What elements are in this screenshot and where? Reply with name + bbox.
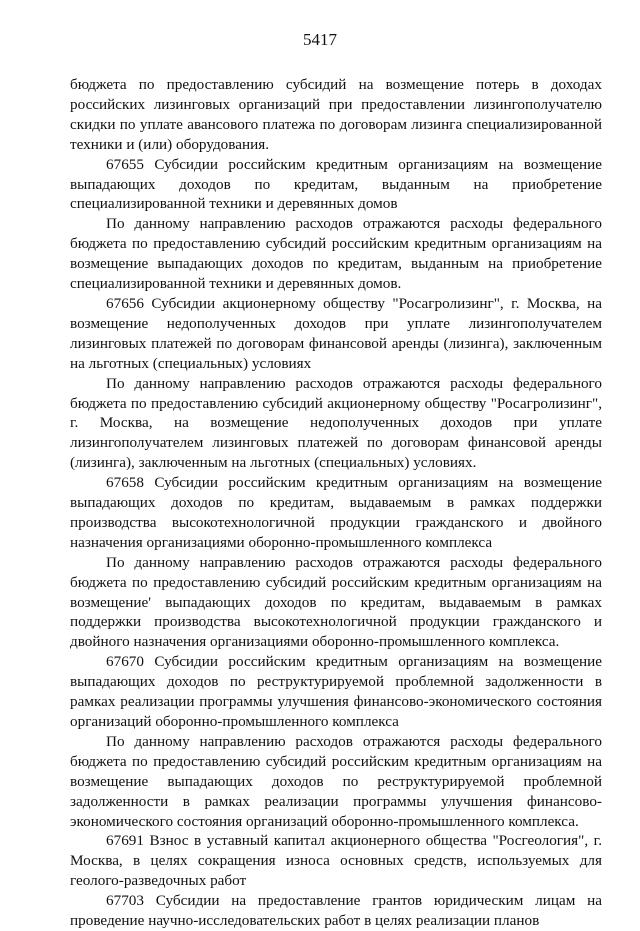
page-number: 5417 <box>303 30 337 49</box>
paragraph-67655-description: По данному направлению расходов отражаются расходы федерального бюджета по предоставлению субсидий российским кредитным организациям на возмещение выпадающих доходов по кредитам, выданным на приобретение специализированной техники и деревянных домов. <box>70 215 602 293</box>
paragraph-67703-heading: 67703 Субсидии на предоставление грантов юридическим лицам на проведение научно-исследовательских работ в целях реализации планов <box>70 892 602 930</box>
paragraph-67656-heading: 67656 Субсидии акционерному обществу "Росагролизинг", г. Москва, на возмещение недополученных доходов при уплате лизингополучателем лизинговых платежей по договорам финансовой аренды (лизинга), заключенным на льготных (специальных) условиях <box>70 294 602 372</box>
paragraph-67691-heading: 67691 Взнос в уставный капитал акционерного общества "Росгеология", г. Москва, в целях сокращения износа основных средств, используемых для геолого-разведочных работ <box>70 832 602 890</box>
paragraph-67670-description: По данному направлению расходов отражаются расходы федерального бюджета по предоставлению субсидий российским кредитным организациям на возмещение выпадающих доходов по реструктурируемой проблемной задолженности в рамках реализации программы улучшения финансово-экономического состояния организаций оборонно-промышленного комплекса. <box>70 732 602 830</box>
paragraph-67655-heading: 67655 Субсидии российским кредитным организациям на возмещение выпадающих доходов по кредитам, выданным на приобретение специализированной техники и деревянных домов <box>70 155 602 213</box>
paragraph-67658-heading: 67658 Субсидии российским кредитным организациям на возмещение выпадающих доходов по кредитам, выдаваемым в рамках поддержки производства высокотехнологичной продукции гражданского и двойного назначения организациями оборонно-промышленного комплекса <box>70 474 602 551</box>
paragraph-67670-heading: 67670 Субсидии российским кредитным организациям на возмещение выпадающих доходов по реструктурируемой проблемной задолженности в рамках реализации программы улучшения финансово-экономического состояния организаций оборонно-промышленного комплекса <box>70 653 602 730</box>
paragraph-continuation: бюджета по предоставлению субсидий на возмещение потерь в доходах российских лизинговых организаций при предоставлении лизингополучателю скидки по уплате авансового платежа по договорам лизинга специализированной техники и (или) оборудования. <box>70 76 602 153</box>
paragraph-67658-description: По данному направлению расходов отражаются расходы федерального бюджета по предоставлению субсидий российским кредитным организациям на возмещение' выпадающих доходов по кредитам, выдаваемым в рамках поддержки производства высокотехнологичной продукции гражданского и двойного назначения организациями оборонно-промышленного комплекса. <box>70 553 602 651</box>
paragraph-67656-description: По данному направлению расходов отражаются расходы федерального бюджета по предоставлению субсидий акционерному обществу "Росагролизинг", г. Москва, на возмещение недополученных доходов при уплате лизингополучателем лизинговых платежей по договорам финансовой аренды (лизинга), заключенным на льготных (специальных) условиях. <box>70 374 602 472</box>
document-body <box>70 75 602 931</box>
